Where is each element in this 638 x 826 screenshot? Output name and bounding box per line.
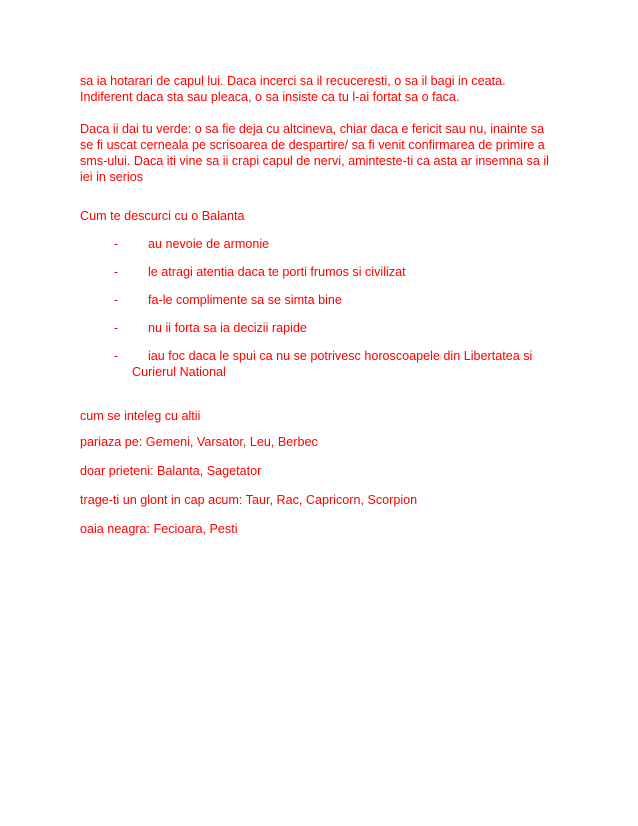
list-dash: - (114, 237, 119, 251)
list-item-text-line2: Curierul National (132, 365, 226, 379)
compat-line-glont: trage-ti un glont in cap acum: Taur, Rac, Capricorn, Scorpion (80, 493, 418, 507)
compat-line-pariaza: pariaza pe: Gemeni, Varsator, Leu, Berbec (80, 435, 318, 449)
list-item-text (132, 348, 560, 380)
section-heading-balanta: Cum te descurci cu o Balanta (80, 209, 245, 223)
list-item (80, 264, 560, 280)
tips-list (80, 236, 560, 392)
list-item-text: le atragi atentia daca te porti frumos si civilizat (148, 265, 406, 279)
paragraph-hotarari: sa ia hotarari de capul lui. Daca incerci sa il recuceresti, o sa il bagi in ceata. Indiferent daca sta sau pleaca, o sa insiste ca tu l-ai fortat sa o faca. (80, 74, 506, 104)
list-item (80, 236, 560, 252)
list-dash: - (114, 349, 119, 363)
list-item-text: fa-le complimente sa se simta bine (148, 293, 342, 307)
section-heading-compatibilitate: cum se inteleg cu altii (80, 409, 201, 423)
list-dash: - (114, 265, 119, 279)
compat-line-oaia-neagra: oaia neagra: Fecioara, Pesti (80, 522, 238, 536)
list-item (80, 320, 560, 336)
list-item-text-line1: iau foc daca le spui ca nu se potrivesc horoscoapele din Libertatea si (148, 349, 533, 363)
list-item (80, 348, 560, 380)
list-dash: - (114, 293, 119, 307)
list-item-text: nu ii forta sa ia decizii rapide (148, 321, 307, 335)
list-item-text: au nevoie de armonie (148, 237, 270, 251)
paragraph-verde: Daca ii dai tu verde: o sa fie deja cu altcineva, chiar daca e fericit sau nu, inainte sa se fi uscat cerneala pe scrisoarea de despartire/ sa fi venit confirmarea de primire a sms-ului. Daca iti vine sa ii crapi capul de nervi, aminteste-ti ca asta ar insemna sa il iei in serios (80, 122, 549, 184)
list-item (80, 292, 560, 308)
list-dash: - (114, 321, 119, 335)
compat-line-prieteni: doar prieteni: Balanta, Sagetator (80, 464, 262, 478)
